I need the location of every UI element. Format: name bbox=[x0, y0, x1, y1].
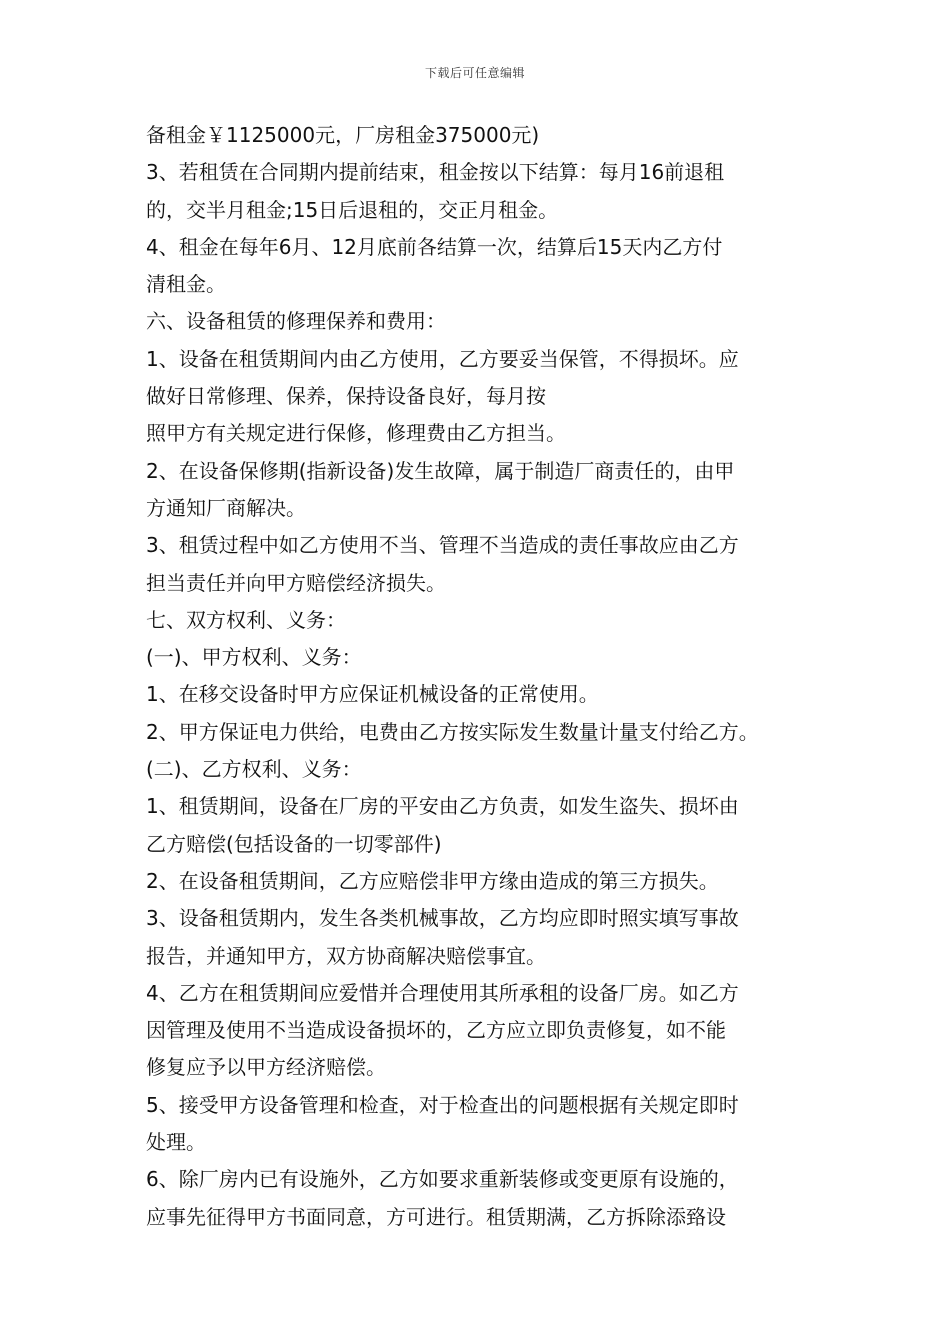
text-line: 照甲方有关规定进行保修，修理费由乙方担当。 bbox=[146, 421, 566, 446]
text-line: 因管理及使用不当造成设备损坏的，乙方应立即负责修复，如不能 bbox=[146, 1018, 726, 1043]
page-header: 下载后可任意编辑 bbox=[424, 66, 525, 80]
text-line: 1、租赁期间，设备在厂房的平安由乙方负责，如发生盗失、损坏由 bbox=[146, 794, 739, 819]
text-line: 应事先征得甲方书面同意，方可进行。租赁期满，乙方拆除添臵设 bbox=[146, 1204, 726, 1229]
text-line: 1、在移交设备时甲方应保证机械设备的正常使用。 bbox=[146, 682, 599, 707]
text-line: 2、在设备租赁期间，乙方应赔偿非甲方缘由造成的第三方损失。 bbox=[146, 868, 719, 893]
text-line: 6、除厂房内已有设施外，乙方如要求重新装修或变更原有设施的， bbox=[146, 1167, 739, 1192]
subsection-heading: (一)、甲方权利、义务： bbox=[146, 645, 362, 670]
text-line: 的，交半月租金;15日后退租的，交正月租金。 bbox=[146, 197, 559, 222]
text-line: 2、在设备保修期(指新设备)发生故障，属于制造厂商责任的，由甲 bbox=[146, 458, 735, 483]
text-line: 2、甲方保证电力供给，电费由乙方按实际发生数量计量支付给乙方。 bbox=[146, 719, 759, 744]
text-line: 备租金￥1125000元，厂房租金375000元) bbox=[146, 123, 540, 147]
text-line: 修复应予以甲方经济赔偿。 bbox=[146, 1055, 386, 1080]
section-heading: 七、双方权利、义务： bbox=[146, 607, 346, 632]
text-line: 清租金。 bbox=[146, 272, 226, 297]
text-line: 处理。 bbox=[146, 1130, 206, 1155]
text-line: 1、设备在租赁期间内由乙方使用，乙方要妥当保管，不得损坏。应 bbox=[146, 346, 739, 371]
text-line: 方通知厂商解决。 bbox=[146, 495, 306, 520]
document-body bbox=[146, 117, 826, 1236]
text-line: 4、租金在每年6月、12月底前各结算一次，结算后15天内乙方付 bbox=[146, 234, 723, 259]
text-line: 3、租赁过程中如乙方使用不当、管理不当造成的责任事故应由乙方 bbox=[146, 533, 739, 558]
text-line: 3、设备租赁期内，发生各类机械事故，乙方均应即时照实填写事故 bbox=[146, 906, 739, 931]
text-line: 乙方赔偿(包括设备的一切零部件) bbox=[146, 831, 442, 856]
subsection-heading: (二)、乙方权利、义务： bbox=[146, 757, 362, 782]
text-line: 做好日常修理、保养，保持设备良好，每月按 bbox=[146, 384, 546, 409]
text-line: 5、接受甲方设备管理和检查，对于检查出的问题根据有关规定即时 bbox=[146, 1092, 739, 1117]
text-line: 3、若租赁在合同期内提前结束，租金按以下结算：每月16前退租 bbox=[146, 160, 725, 185]
text-line: 4、乙方在租赁期间应爱惜并合理使用其所承租的设备厂房。如乙方 bbox=[146, 980, 739, 1005]
text-line: 报告，并通知甲方，双方协商解决赔偿事宜。 bbox=[146, 943, 546, 968]
text-line: 担当责任并向甲方赔偿经济损失。 bbox=[146, 570, 446, 595]
section-heading: 六、设备租赁的修理保养和费用： bbox=[146, 309, 446, 334]
